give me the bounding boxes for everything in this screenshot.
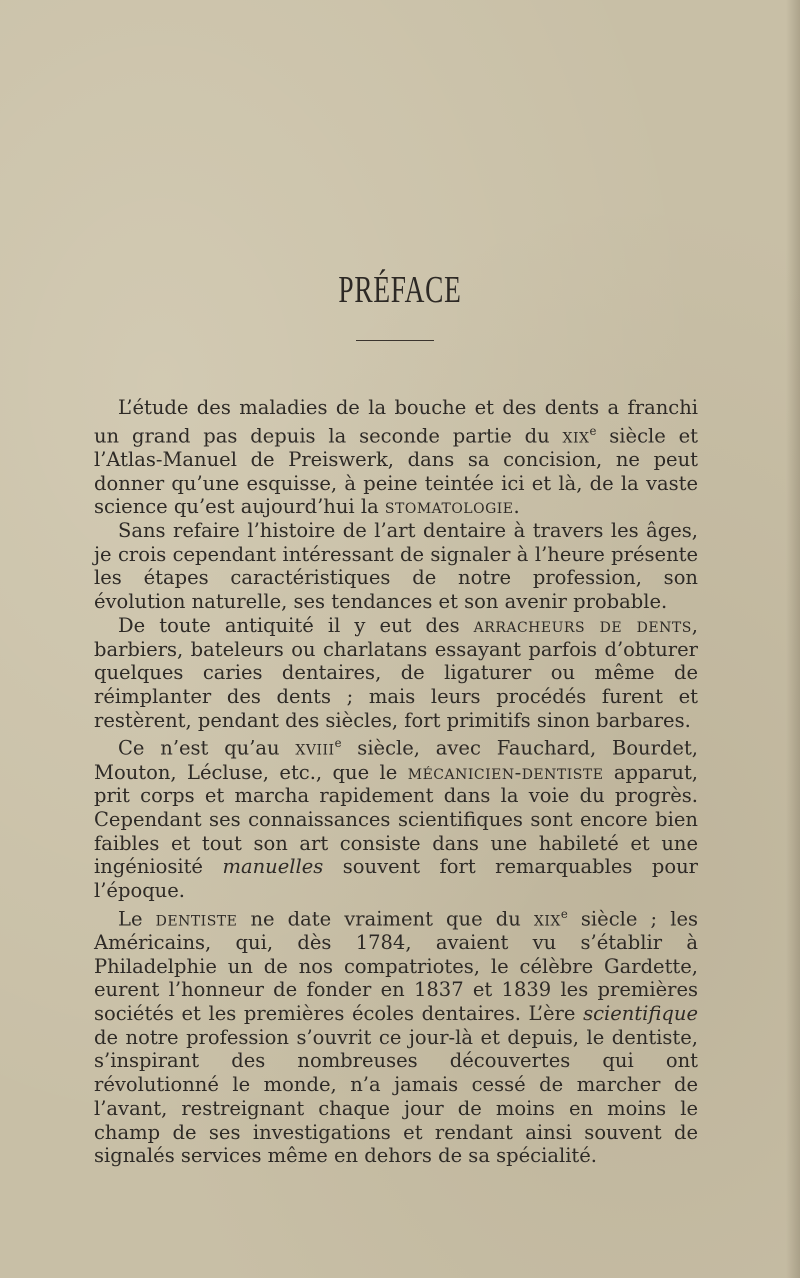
text-segment: arracheurs de dents — [473, 613, 692, 637]
title-divider — [356, 340, 434, 341]
text-segment: stomatologie — [384, 495, 514, 519]
paragraph — [94, 732, 698, 902]
paragraph — [94, 519, 698, 614]
text-segment: , barbiers, bateleurs ou charlatans essayant parfois d’obturer quelques caries dentaires, de ligaturer ou même de réimplanter des dents ; mais leurs procédés furent et restèrent, pendant des siècles, fort primitifs sinon barbares. — [94, 613, 698, 732]
text-segment: Ce n’est qu’au — [118, 736, 296, 760]
text-segment: scientifique — [583, 1002, 698, 1026]
text-segment: . — [513, 495, 520, 519]
paragraph — [94, 903, 698, 1168]
page-edge-shadow — [786, 0, 800, 1278]
text-segment: xix — [562, 424, 590, 448]
text-segment: mécanicien-dentiste — [407, 760, 604, 784]
text-segment: de notre profession s’ouvrit ce jour-là et depuis, le dentiste, s’inspirant des nombreuses découvertes qui ont révolutionné le monde, n’a jamais cessé de marcher de l’avant, restreignant chaque jour de moins en moins le champ de ses investigations et rendant ainsi souvent de signalés services même en dehors de sa spécialité. — [94, 1025, 698, 1168]
text-segment: manuelles — [222, 855, 324, 879]
text-segment: Le — [118, 907, 156, 931]
text-segment: dentiste — [155, 907, 238, 931]
text-segment: Sans refaire l’histoire de l’art dentaire à travers les âges, je crois cependant intéressant de signaler à l’heure présente les étapes caractéristiques de notre profession, son évolution naturelle, ses tendances et son avenir probable. — [94, 519, 698, 614]
text-segment: siècle ; les Américains, qui, dès 1784, avaient vu s’établir à Philadelphie un de nos compatriotes, le célèbre Gardette, eurent l’honneur de fonder en 1837 et 1839 les premières sociétés et les premières écoles dentaires. L’ère — [94, 907, 698, 1026]
text-segment: L’étude des maladies de la bouche et des dents a franchi un grand pas depuis la seconde partie du — [94, 396, 698, 448]
page-title: PRÉFACE — [338, 269, 462, 311]
text-segment: De toute antiquité il y eut des — [118, 613, 474, 637]
text-segment: e — [560, 906, 568, 921]
text-segment: siècle et l’Atlas-Manuel de Preiswerk, dans sa concision, ne peut donner qu’une esquisse, à peine teintée ici et là, de la vaste science qu’est aujourd’hui la — [94, 424, 698, 519]
text-segment: souvent fort remarquables pour l’époque. — [94, 855, 698, 903]
preface-body — [94, 396, 698, 1168]
text-segment: ne date vraiment que du — [237, 907, 534, 931]
paragraph — [94, 614, 698, 733]
text-segment: xviii — [295, 736, 335, 760]
text-segment: e — [334, 736, 342, 751]
text-segment: e — [589, 423, 597, 438]
text-segment: xix — [533, 907, 561, 931]
text-segment: apparut, prit corps et marcha rapidement dans la voie du progrès. Cependant ses connaissances scientifiques sont encore bien faibles et tout son art consiste dans une habileté et une ingéniosité — [94, 760, 698, 879]
text-segment: siècle, avec Fauchard, Bourdet, Mouton, Lécluse, etc., que le — [94, 736, 698, 784]
paragraph — [94, 396, 698, 519]
